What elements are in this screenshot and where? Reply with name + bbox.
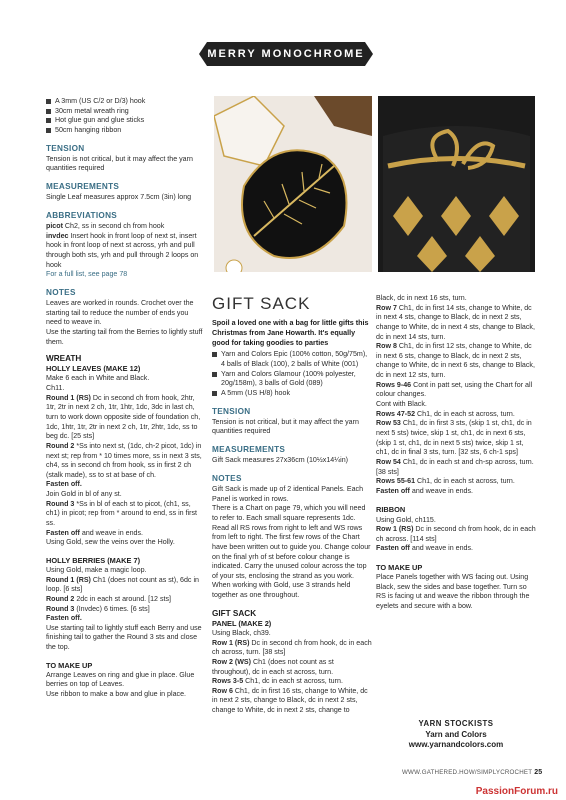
bullet-icon: [212, 391, 217, 396]
abbreviations-heading: ABBREVIATIONS: [46, 210, 118, 220]
gift-sack-intro: Spoil a loved one with a bag for little gifts this Christmas from Jane Howarth. It's equally good for taking goodies to parties: [212, 318, 369, 347]
rows-55-61: Rows 55-61 Ch1, dc in each st across, turn.: [376, 477, 515, 486]
fasten-off-weave: Fasten off and weave in ends.: [376, 544, 474, 553]
banner-text: MERRY MONOCHROME: [207, 48, 365, 60]
instruction-line: Cont with Black.: [376, 400, 427, 409]
instruction-line: Use starting tail to lightly stuff each Berry and use finishing tail to gather the Round 3 sts and close the top.: [46, 623, 202, 652]
notes-heading: NOTES: [46, 287, 76, 297]
fasten-off-weave: Fasten off and weave in ends.: [46, 528, 144, 537]
rows-9-46: Rows 9-46 Cont in patt set, using the Chart for all colour changes.: [376, 380, 533, 399]
yarn-stockists-box: [386, 719, 526, 751]
bullet-icon: [212, 352, 217, 357]
instruction-line: Place Panels together with WS facing out. Using Black, sew the sides and base together. Turn so RS is facing ut and weave the ribbon through the eyelets and secure with a bow.: [376, 573, 530, 611]
round-3: Round 3 *Ss in bl of each st to picot, (ch1, ss, ch1) in picot; rep from * around to end, ss in first ss.: [46, 499, 198, 527]
watermark-text: PassionForum.ru: [475, 786, 558, 797]
material-item: A 3mm (US C/2 or D/3) hook: [46, 97, 206, 107]
berry-round-2: Round 2 2dc in each st around. [12 sts]: [46, 594, 171, 603]
gift-sack-heading: GIFT SACK: [212, 608, 257, 618]
bullet-icon: [46, 109, 51, 114]
section-banner: [207, 42, 365, 66]
row-7: Row 7 Ch1, dc in first 14 sts, change to White, dc in next 4 sts, change to Black, dc in next 2 sts, change to White, dc in next 4 sts, change to Black, dc in next 14 sts, turn.: [376, 303, 535, 341]
gift-sack-title: GIFT SACK: [212, 294, 311, 313]
abbreviation-picot: picot Ch2, ss in second ch from hook: [46, 221, 165, 230]
row-54: Row 54 Ch1, dc in each st and ch-sp across, turn. [38 sts]: [376, 457, 534, 476]
row-6-continued: Black, dc in next 16 sts, turn.: [376, 294, 467, 302]
notes-text: Gift Sack is made up of 2 identical Panels. Each Panel is worked in rows.: [212, 485, 364, 503]
instruction-line: Using Gold, sew the veins over the Holly.: [46, 538, 175, 547]
material-item: Yarn and Colors Epic (100% cotton, 50g/75m), 4 balls of Black (100), 2 balls of White (001): [212, 350, 372, 369]
notes-text: Leaves are worked in rounds. Crochet over the starting tail to reduce the number of ends you need to weave in.: [46, 298, 194, 327]
stockists-title: YARN STOCKISTS: [418, 719, 494, 728]
gift-sack-continued-column: [376, 294, 536, 612]
holly-leaf-illustration: [214, 96, 372, 272]
fasten-off: Fasten off.: [46, 614, 82, 623]
round-2: Round 2 *Ss into next st, (1dc, ch-2 picot, 1dc) in next st; rep from * 10 times more, ss in next 3 sts, ch4, ss in second ch from hook, ss in first 2 ch (stalk made), ss to st at base of ch.: [46, 441, 202, 479]
rows-47-52: Rows 47-52 Ch1, dc in each st across, turn.: [376, 409, 515, 418]
material-item: 50cm hanging ribbon: [46, 126, 206, 136]
measurements-text: Single Leaf measures approx 7.5cm (3in) long: [46, 193, 192, 202]
measurements-text: Gift Sack measures 27x36cm (10½x14¼in): [212, 456, 349, 465]
instruction-line: Using Gold, make a magic loop.: [46, 565, 147, 574]
wreath-column: [46, 97, 206, 700]
notes-text: When working with Gold, use 3 strands held together as one throughout.: [212, 581, 351, 600]
stockists-url[interactable]: www.yarnandcolors.com: [408, 740, 504, 750]
material-item: 30cm metal wreath ring: [46, 107, 206, 117]
ribbon-row-1: Row 1 (RS) Dc in second ch from hook, dc in each ch across. [114 sts]: [376, 525, 536, 543]
holly-berries-heading: HOLLY BERRIES (MAKE 7): [46, 555, 141, 565]
bullet-icon: [46, 128, 51, 133]
rows-3-5: Rows 3-5 Ch1, dc in each st across, turn.: [212, 677, 343, 686]
measurements-heading: MEASUREMENTS: [212, 445, 286, 455]
gift-sack-photo: [378, 96, 535, 272]
instruction-line: Ch11.: [46, 384, 65, 393]
tension-heading: TENSION: [212, 406, 251, 416]
instruction-line: Join Gold in bl of any st.: [46, 490, 122, 499]
berry-round-3: Round 3 (Invdec) 6 times. [6 sts]: [46, 604, 150, 613]
notes-text: Use the starting tail from the Berries to lightly stuff them.: [46, 327, 203, 346]
fasten-off-weave: Fasten off and weave in ends.: [376, 486, 474, 495]
bullet-icon: [46, 99, 51, 104]
bullet-icon: [46, 118, 51, 123]
berry-round-1: Round 1 (RS) Ch1 (does not count as st), 6dc in loop. [6 sts]: [46, 575, 199, 594]
stockists-brand: Yarn and Colors: [425, 729, 487, 739]
row-8: Row 8 Ch1, dc in first 12 sts, change to White, dc in next 6 sts, change to Black, dc in next 2 sts, change to White, dc in next 6 sts, change to Black, dc in next 12 sts, turn.: [376, 342, 535, 380]
gift-sack-column: [212, 292, 372, 716]
page-footer: [402, 769, 542, 776]
tension-text: Tension is not critical, but it may affect the yarn quantities required: [46, 154, 193, 173]
notes-heading: NOTES: [212, 473, 242, 483]
notes-text: There is a Chart on page 79, which you will need to refer to. Each small square represents 1dc. Read all RS rows from right to left and WS rows from left to right. The first few rows of the Chart have been written out to guide you. Change colour on the final yrh of st before colour change is indicated. Carry the unused colour across the top of your sts, enclosing the strand as you work.: [212, 504, 371, 580]
tension-heading: TENSION: [46, 143, 85, 153]
instruction-line: Using Black, ch39.: [212, 628, 271, 637]
watermark: [0, 786, 566, 800]
row-2: Row 2 (WS) Ch1 (does not count as st throughout), dc in each st across, turn.: [212, 657, 334, 676]
abbreviation-invdec: invdec Insert hook in front loop of next st, insert hook in front loop of next st across, yrh and pull through both sts, yrh and pull through 2 loops on hook: [46, 231, 199, 269]
material-item: Yarn and Colors Glamour (100% polyester, 20g/158m), 3 balls of Gold (089): [212, 370, 372, 389]
bullet-icon: [212, 372, 217, 377]
holly-leaves-photo: [214, 96, 372, 272]
measurements-heading: MEASUREMENTS: [46, 182, 120, 191]
round-1: Round 1 (RS) Dc in second ch from hook, 2htr, 1tr, 2tr in next 2 ch, 1tr, 1htr, 1dc, 3dc in last ch, turn to work down opposite side of foundation ch, 1dc, 1htr, 1tr, 2tr in next 2 ch, 1tr, 2htr, 1dc, ss to beg dc. [25 sts]: [46, 393, 201, 441]
page-number: 25: [534, 769, 543, 776]
fasten-off: Fasten off.: [46, 480, 82, 489]
material-item: A 5mm (US H/8) hook: [212, 389, 372, 399]
instruction-line: Using Gold, ch115.: [376, 515, 436, 524]
tension-text: Tension is not critical, but it may affect the yarn quantities required: [212, 417, 359, 436]
instruction-line: Use ribbon to make a bow and glue in place.: [46, 690, 186, 699]
row-53: Row 53 Ch1, dc in first 3 sts, (skip 1 st, ch1, dc in next 5 sts) twice, skip 1 st, ch1, dc in next 6 sts, (skip 1 st, ch1, dc in next 5 sts) twice, skip 1 st, ch1, dc in final 3 sts, turn. [32 sts, 6 ch-1 sps]: [376, 419, 532, 457]
ribbon-heading: RIBBON: [376, 505, 406, 515]
instruction-line: Arrange Leaves on ring and glue in place. Glue berries on top of Leaves.: [46, 670, 195, 689]
panel-heading: PANEL (MAKE 2): [212, 618, 272, 628]
to-make-up-heading: TO MAKE UP: [46, 660, 93, 670]
wreath-heading: WREATH: [46, 354, 82, 364]
abbreviations-link[interactable]: For a full list, see page 78: [46, 270, 128, 279]
row-6: Row 6 Ch1, dc in first 16 sts, change to White, dc in next 2 sts, change to Black, dc in next 2 sts, change to White, dc in next 2 sts, change to: [212, 686, 368, 715]
holly-leaves-heading: HOLLY LEAVES (MAKE 12): [46, 364, 141, 374]
footer-url[interactable]: WWW.GATHERED.HOW/SIMPLYCROCHET: [402, 769, 533, 776]
to-make-up-heading: TO MAKE UP: [376, 563, 423, 573]
gift-sack-illustration: [378, 96, 535, 272]
row-1: Row 1 (RS) Dc in second ch from hook, dc in each ch across, turn. [38 sts]: [212, 638, 372, 657]
material-item: Hot glue gun and glue sticks: [46, 116, 206, 126]
instruction-line: Make 6 each in White and Black.: [46, 374, 150, 383]
